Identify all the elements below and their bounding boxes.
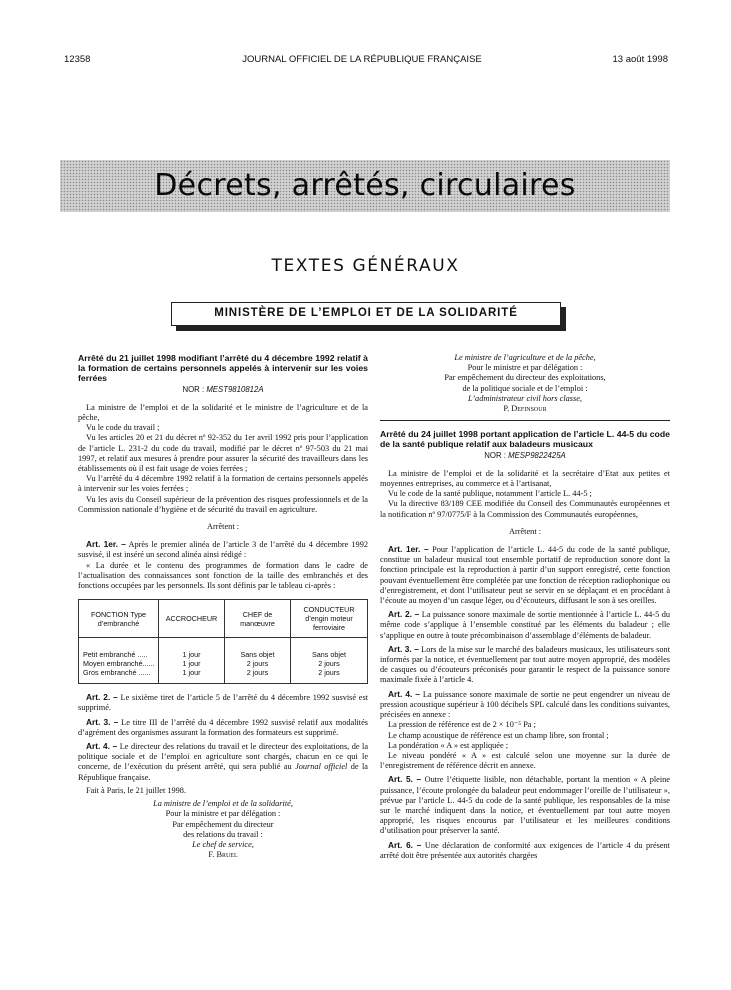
- article-label: Art. 6. –: [388, 839, 422, 850]
- right-column: [380, 353, 670, 861]
- table-header: CONDUCTEUR d’engin moteur ferroviaire: [291, 600, 368, 638]
- article-label: Art. 3. –: [86, 716, 119, 727]
- table-cell: 2 jours: [225, 668, 291, 677]
- arrete2-visa: Vu le code de la santé publique, notamment l’article L. 44-5 ;: [388, 489, 592, 499]
- article-label: Art. 1er. –: [86, 539, 126, 550]
- ministry-box: [171, 302, 568, 332]
- signature-block: [380, 353, 670, 414]
- signatory-role: Le chef de service,: [192, 839, 254, 849]
- arrete2-article-4-item: Le champ acoustique de référence est un champ libre, son frontal ;: [388, 730, 609, 740]
- arrete2-article-6: [380, 840, 670, 861]
- arrete1-article-3: [78, 717, 368, 738]
- table-row: [79, 650, 368, 659]
- arrete2-article-5: [380, 774, 670, 836]
- arrete1-fait: Fait à Paris, le 21 juillet 1998.: [86, 785, 187, 795]
- signature-line: des relations du travail :: [183, 829, 263, 839]
- signature-line: Pour la ministre et par délégation :: [165, 809, 281, 819]
- table-cell: 2 jours: [291, 659, 368, 668]
- arrete1-nor-label: NOR :: [182, 384, 205, 394]
- signatory-role: L’administrateur civil hors classe,: [467, 393, 582, 403]
- separator-rule: [380, 420, 670, 421]
- table-cell: 2 jours: [291, 668, 368, 677]
- article-text: La puissance sonore maximale de sortie mentionnée à l’article L. 44-5 du même code s’applique à l’ensemble constitué par les éléments du baladeur ; elle s’applique en outre à toute précombinaison d’assemblage d’éléments de baladeur.: [380, 610, 671, 640]
- arrete2-article-3: [380, 644, 670, 686]
- formation-table: [78, 599, 368, 684]
- table-cell: 1 jour: [159, 650, 225, 659]
- table-cell: Petit embranché .....: [79, 650, 159, 659]
- article-text: Le directeur des relations du travail et le directeur des exploitations, de la politique sociale et de l’emploi en agriculture sont chargés, chacun en ce qui le concerne, de l’exécution du présent arrêté, qui sera publié au: [78, 742, 369, 772]
- arrete2-intro: La ministre de l’emploi et de la solidarité et la secrétaire d’Etat aux petites et moyennes entreprises, au commerce et à l’artisanat,: [380, 468, 670, 489]
- arrete2-article-4-item: La pression de référence est de 2 × 10⁻⁵ Pa ;: [388, 720, 536, 730]
- arrete2-nor: [380, 451, 670, 461]
- table-cell: 2 jours: [225, 659, 291, 668]
- table-cell: Sans objet: [291, 650, 368, 659]
- table-cell: 1 jour: [159, 659, 225, 668]
- table-header: CHEF de manœuvre: [225, 600, 291, 638]
- signatory-title: La ministre de l’emploi et de la solidarité,: [153, 799, 293, 809]
- article-text: Lors de la mise sur le marché des baladeurs musicaux, les utilisateurs sont informés par la notice, et éventuellement par tout autre moyen approprié, des modèles de casques ou d’écouteurs préconisés pour garantir le respect de la puissance sonore maximale fixée à l’article 4.: [380, 644, 670, 685]
- table-row: [79, 659, 368, 668]
- arrete2-article-4: [380, 689, 670, 721]
- arrete2-arretent: Arrêtent :: [508, 526, 542, 536]
- article-text: Pour l’application de l’article L. 44-5 du code de la santé publique, constitue un baladeur musical tout ensemble portatif de reproduction sonore dont la fonction principale est la reproduction à partir d’un support enregistré, cette fonction pouvant éventuellement être complétée par une fonction de réception radiophonique ou d’enregistrement, et dont l’utilisateur peut se servir en se déplaçant et en procédant à l’écoute au moyen d’un casque léger, ou d’écouteurs, diffusant le son à ses oreilles.: [380, 545, 670, 606]
- article-text: La puissance sonore maximale de sortie ne peut engendrer un niveau de pression acoustique supérieur à 100 décibels SPL calculé dans les conditions suivantes, précisées en annexe :: [380, 689, 671, 720]
- page-header: [56, 54, 668, 68]
- arrete1-title: Arrêté du 21 juillet 1998 modifiant l’arrêté du 4 décembre 1992 relatif à la formation de certains personnels appelés à intervenir sur les voies ferrées: [78, 353, 368, 384]
- table-cell: 1 jour: [159, 668, 225, 677]
- arrete2-nor-label: NOR :: [484, 450, 506, 460]
- article-label: Art. 2. –: [86, 692, 118, 703]
- article-text: Le sixième tiret de l’article 5 de l’arrêté du 4 décembre 1992 susvisé est supprimé.: [78, 693, 369, 713]
- article-label: Art. 4. –: [86, 741, 118, 752]
- arrete2-title: Arrêté du 24 juillet 1998 portant application de l’article L. 44-5 du code de la santé publique relatif aux baladeurs musicaux: [380, 429, 670, 450]
- page-number: 12358: [64, 54, 91, 65]
- article-text: Outre l’étiquette lisible, non détachable, portant la mention « A pleine puissance, l’écoute prolongée du baladeur peut endommager l’oreille de l’utilisateur », prévue par l’article L. 44-5 du code de la santé publique, les responsables de la mise sur le marché indiquent dans la notice, et éventuellement par tout autre moyen approprié, les risques encourus par l’utilisateur et les meilleures conditions d’utilisation pour préserver la santé.: [380, 775, 670, 836]
- arrete1-visa: Vu l’arrêté du 4 décembre 1992 relatif à la formation de certains personnels appelés à intervenir sur les voies ferrées ;: [78, 474, 368, 494]
- section-heading: TEXTES GÉNÉRAUX: [271, 256, 460, 276]
- ministry-name: MINISTÈRE DE L’EMPLOI ET DE LA SOLIDARITÉ: [214, 307, 518, 319]
- article-label: Art. 2. –: [388, 609, 420, 620]
- issue-date: 13 août 1998: [612, 54, 668, 65]
- arrete1-article-1: [78, 539, 368, 560]
- signature-block: [78, 799, 368, 860]
- table-cell: Moyen embranché......: [79, 659, 159, 668]
- table-cell: Gros embranché ......: [79, 668, 159, 677]
- arrete1-arretent: Arrêtent :: [206, 522, 240, 532]
- article-text: Après le premier alinéa de l’article 3 de l’arrêté du 4 décembre 1992 susvisé, il est inséré un second alinéa ainsi rédigé :: [78, 540, 368, 560]
- table-cell: Sans objet: [225, 650, 291, 659]
- arrete1-visa: Vu le code du travail ;: [86, 423, 160, 433]
- arrete1-article-1-quote: « La durée et le contenu des programmes de formation dans le cadre de l’actualisation des connaissances sont fonction de la taille des embranchés et des fonctions occupées par les personnels. Ils sont définis par le tableau ci-après :: [78, 560, 368, 591]
- signature-line: Par empêchement du directeur des exploitations,: [444, 373, 606, 383]
- article-label: Art. 1er. –: [388, 544, 429, 555]
- signatory-title: Le ministre de l’agriculture et de la pêche,: [454, 353, 596, 362]
- signature-line: Pour le ministre et par délégation :: [467, 363, 583, 373]
- arrete2-nor-code: MESP9822425A: [508, 450, 566, 460]
- arrete1-nor: [78, 385, 368, 395]
- arrete1-article-2: [78, 692, 368, 713]
- table-header: ACCROCHEUR: [159, 600, 225, 638]
- article-label: Art. 5. –: [388, 774, 422, 785]
- table-header: FONCTION Type d’embranché: [79, 600, 159, 638]
- banner-title: Décrets, arrêtés, circulaires: [154, 168, 576, 203]
- arrete2-article-1: [380, 544, 670, 606]
- journal-officiel-mention: Journal officiel: [295, 762, 348, 772]
- arrete1-intro: La ministre de l’emploi et de la solidarité et le ministre de l’agriculture et de la pêche,: [78, 402, 368, 423]
- article-text: Une déclaration de conformité aux exigences de l’article 4 du présent arrêté doit être présentée aux autorités chargées: [380, 840, 670, 860]
- arrete2-article-4-item: La pondération « A » est appliquée ;: [388, 740, 509, 750]
- signature-line: de la politique sociale et de l’emploi :: [462, 383, 588, 393]
- arrete1-visa: Vu les articles 20 et 21 du décret nº 92-352 du 1er avril 1992 pris pour l’application de l’article L. 231-2 du code du travail, modifié par le décret nº 97-503 du 21 mai 1997, et relatif aux mesures à prendre pour assurer la sécurité des travailleurs dans les établissements où il est fait usage de voies ferrées ;: [78, 433, 368, 474]
- arrete1-nor-code: MEST9810812A: [206, 384, 264, 394]
- journal-title: JOURNAL OFFICIEL DE LA RÉPUBLIQUE FRANÇAISE: [242, 54, 482, 65]
- table-row: [79, 668, 368, 677]
- signatory-name: P. Definsour: [503, 404, 547, 414]
- arrete2-article-4-item: Le niveau pondéré « A » est calculé selon une moyenne sur la durée de l’enregistrement de référence décrit en annexe.: [380, 750, 670, 771]
- article-text: de la République française.: [78, 762, 368, 782]
- article-label: Art. 3. –: [388, 643, 419, 654]
- arrete2-visa: Vu la directive 83/189 CEE modifiée du Conseil des Communautés européennes et la notification nº 97/0775/F à la Commission des Communautés européennes,: [380, 499, 670, 519]
- arrete2-article-2: [380, 609, 670, 641]
- arrete1-visa: Vu les avis du Conseil supérieur de la prévention des risques professionnels et de la Commission nationale d’hygiène et de sécurité du travail en agriculture.: [78, 494, 368, 514]
- signatory-name: F. Bruel: [208, 850, 238, 860]
- arrete1-article-4: [78, 741, 368, 783]
- ministry-box-shadow-bottom: [176, 326, 566, 331]
- signature-line: Par empêchement du directeur: [172, 819, 274, 829]
- article-text: Le titre III de l’arrêté du 4 décembre 1992 susvisé relatif aux modalités d’agrément des organismes assurant la formation des formateurs est supprimé.: [78, 717, 368, 737]
- left-column: [78, 353, 368, 860]
- article-label: Art. 4. –: [388, 688, 421, 699]
